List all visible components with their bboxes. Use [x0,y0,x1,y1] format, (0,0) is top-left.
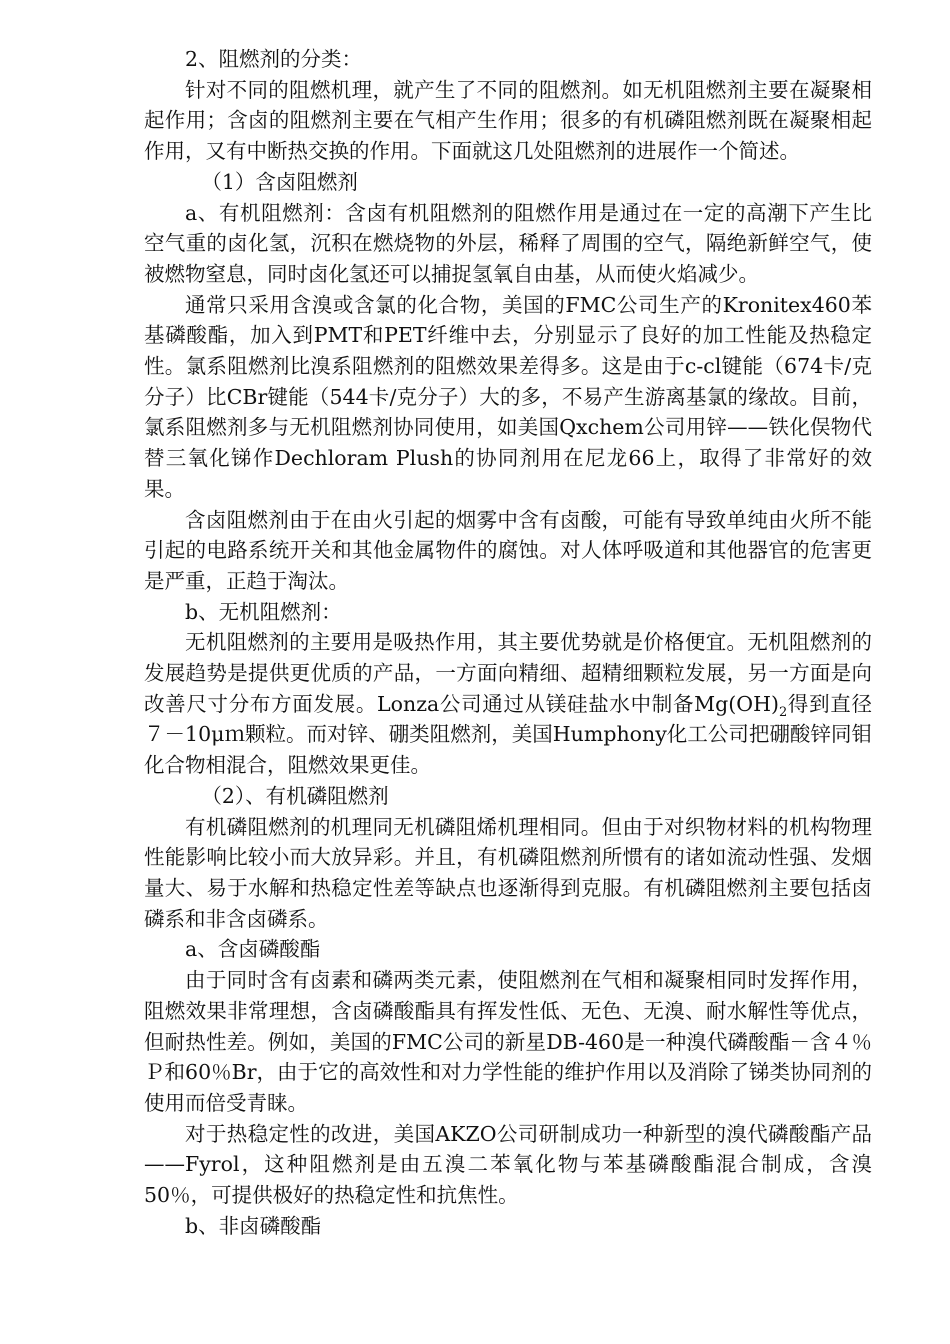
subsection-heading-halogen: （1）含卤阻燃剂 [201,169,358,194]
paragraph-intro: 针对不同的阻燃机理，就产生了不同的阻燃剂。如无机阻燃剂主要在凝聚相起作用；含卤的阻燃剂主要在气相产生作用；很多的有机磷阻燃剂既在凝聚相起作用，又有中断热交换的作用。下面就这几处阻燃剂的进展作一个简述。 [144,77,872,164]
paragraph-halo-phosphate: 由于同时含有卤素和磷两类元素，使阻燃剂在气相和凝聚相同时发挥作用，阻燃效果非常理想，含卤磷酸酯具有挥发性低、无色、无溴、耐水解性等优点，但耐热性差。例如，美国的FMC公司的新星DB-460是一种溴代磷酸酯－含４％Ｐ和60％Br，由于它的高效性和对力学性能的维护作用以及消除了锑类协同剂的使用而倍受青睐。 [144,968,872,1115]
subscript-2: 2 [778,704,788,720]
paragraph-phosphorus: 有机磷阻燃剂的机理同无机磷阻烯机理相同。但由于对织物材料的机构物理性能影响比较小而大放异彩。并且，有机磷阻燃剂所惯有的诸如流动性强、发烟量大、易于水解和热稳定性差等缺点也逐渐得到克服。有机磷阻燃剂主要包括卤磷系和非含卤磷系。 [144,814,872,931]
subsection-heading-inorganic: b、无机阻燃剂： [185,599,342,624]
subsection-heading-phosphorus: （2）、有机磷阻燃剂 [201,783,389,808]
paragraph-akzo: 对于热稳定性的改进，美国AKZO公司研制成功一种新型的溴代磷酸酯产品——Fyrol，这种阻燃剂是由五溴二苯氧化物与苯基磷酸酯混合制成，含溴50％，可提供极好的热稳定性和抗焦性。 [144,1121,872,1208]
paragraph-bromine-chlorine: 通常只采用含溴或含氯的化合物，美国的FMC公司生产的Kronitex460苯基磷酸酯，加入到PMT和PET纤维中去，分别显示了良好的加工性能及热稳定性。氯系阻燃剂比溴系阻燃剂的阻燃效果差得多。这是由于c-cl键能（674卡/克分子）比CBr键能（544卡/克分子）大的多，不易产生游离基氯的缘故。目前，氯系阻燃剂多与无机阻燃剂协同使用，如美国Qxchem公司用锌——铁化俣物代替三氧化锑作Dechloram Plush的协同剂用在尼龙66上，取得了非常好的效果。 [144,292,872,501]
paragraph-halogen-harm: 含卤阻燃剂由于在由火引起的烟雾中含有卤酸，可能有导致单纯由火所不能引起的电路系统开关和其他金属物件的腐蚀。对人体呼吸道和其他器官的危害更是严重，正趋于淘汰。 [144,507,872,593]
section-heading-classification: 2、阻燃剂的分类： [185,47,363,71]
paragraph-inorganic [144,627,872,781]
subsection-heading-non-halo-phosphate: b、非卤磷酸酯 [185,1213,322,1238]
paragraph-inorganic-text-2: 得到直径７－10μｍ颗粒。而对锌、硼类阻燃剂，美国Humphony化工公司把硼酸锌同钼化合物相混合，阻燃效果更佳。 [144,691,872,778]
paragraph-inorganic-text-1: 无机阻燃剂的主要用是吸热作用，其主要优势就是价格便宜。无机阻燃剂的发展趋势是提供更优质的产品，一方面向精细、超精细颗粒发展，另一方面是向改善尺寸分布方面发展。Lonza公司通过从镁硅盐水中制备Mg(OH) [144,630,872,716]
paragraph-organic-flame-retardant: a、有机阻燃剂：含卤有机阻燃剂的阻燃作用是通过在一定的高潮下产生比空气重的卤化氢，沉积在燃烧物的外层，稀释了周围的空气，隔绝新鲜空气，使被燃物窒息，同时卤化氢还可以捕捉氢氧自由基，从而使火焰减少。 [144,200,872,286]
document-body [144,44,872,1241]
subsection-heading-halo-phosphate: a、含卤磷酸酯 [185,937,321,962]
